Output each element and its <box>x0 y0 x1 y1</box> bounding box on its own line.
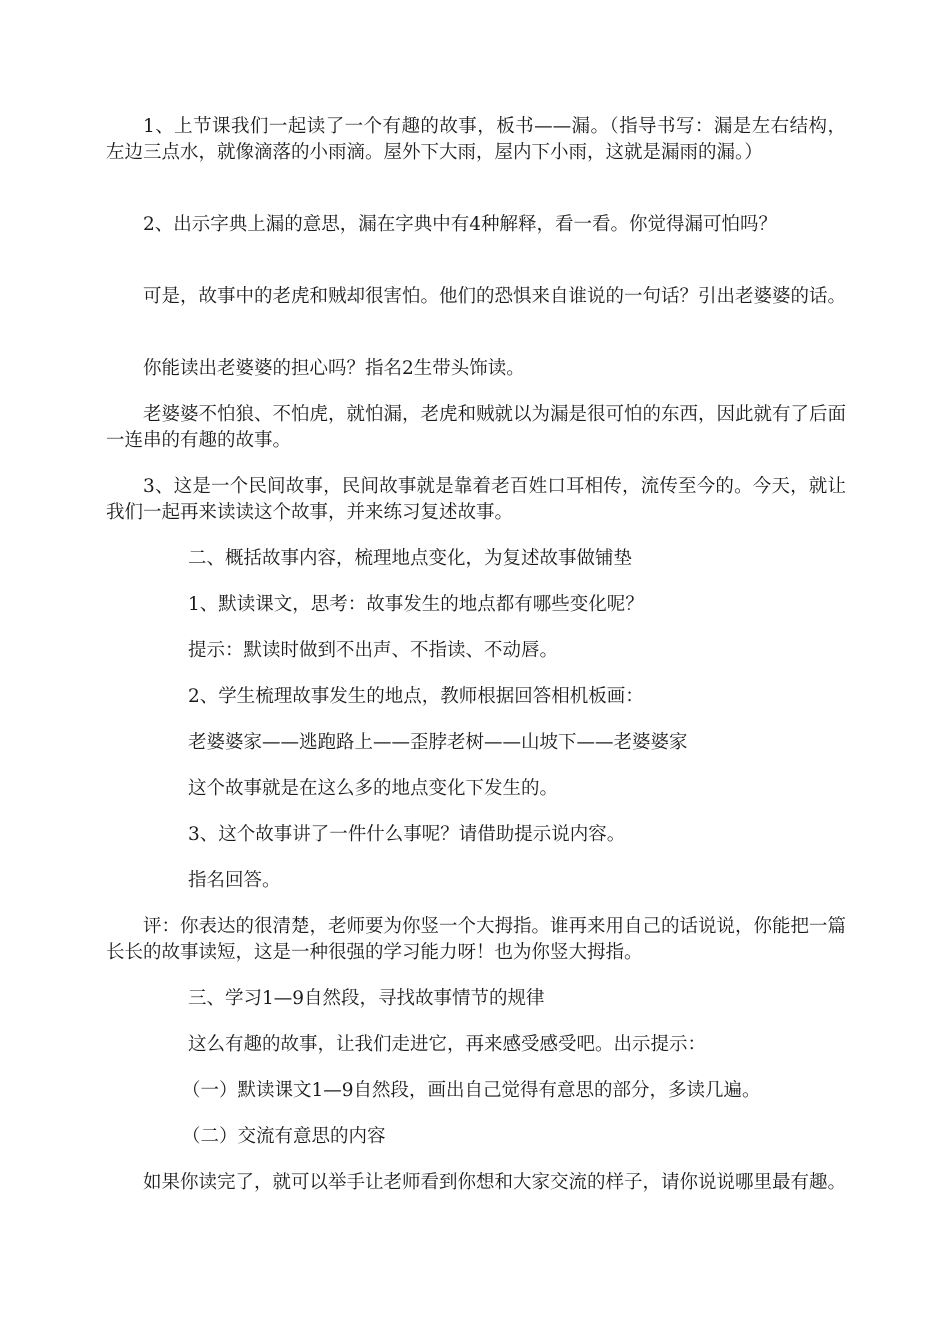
paragraph-8: 提示：默读时做到不出声、不指读、不动唇。 <box>188 640 559 661</box>
section-heading-3: 三、学习1—9自然段，寻找故事情节的规律 <box>188 988 545 1009</box>
paragraph-12: 指名回答。 <box>188 870 281 891</box>
paragraph-11: 3、这个故事讲了一件什么事呢？请借助提示说内容。 <box>188 824 626 845</box>
paragraph-15: 如果你读完了，就可以举手让老师看到你想和大家交流的样子，请你说说哪里最有趣。 <box>143 1172 847 1193</box>
prompt-item-2: （二）交流有意思的内容 <box>182 1126 386 1147</box>
paragraph-2: 2、出示字典上漏的意思，漏在字典中有4种解释，看一看。你觉得漏可怕吗？ <box>143 214 778 235</box>
paragraph-10: 这个故事就是在这么多的地点变化下发生的。 <box>188 778 559 799</box>
location-sequence: 老婆婆家——逃跑路上——歪脖老树——山坡下——老婆婆家 <box>188 732 688 753</box>
paragraph-1: 1、上节课我们一起读了一个有趣的故事，板书——漏。（指导书写：漏是左右结构，左边三点水，就像滴落的小雨滴。屋外下大雨，屋内下小雨，这就是漏雨的漏。） <box>106 116 846 163</box>
section-heading-2: 二、概括故事内容，梳理地点变化，为复述故事做铺垫 <box>188 548 633 569</box>
paragraph-5: 老婆婆不怕狼、不怕虎，就怕漏，老虎和贼就以为漏是很可怕的东西，因此就有了后面一连串的有趣的故事。 <box>106 404 847 451</box>
paragraph-3: 可是，故事中的老虎和贼却很害怕。他们的恐惧来自谁说的一句话？引出老婆婆的话。 <box>143 286 847 307</box>
paragraph-4: 你能读出老婆婆的担心吗？指名2生带头饰读。 <box>143 358 525 379</box>
paragraph-6: 3、这是一个民间故事，民间故事就是靠着老百姓口耳相传，流传至今的。今天，就让我们一起再来读读这个故事，并来练习复述故事。 <box>106 476 846 523</box>
paragraph-13: 评：你表达的很清楚，老师要为你竖一个大拇指。谁再来用自己的话说说，你能把一篇长长的故事读短，这是一种很强的学习能力呀！也为你竖大拇指。 <box>106 916 847 963</box>
paragraph-7: 1、默读课文，思考：故事发生的地点都有哪些变化呢？ <box>188 594 644 615</box>
paragraph-14: 这么有趣的故事，让我们走进它，再来感受感受吧。出示提示： <box>188 1034 707 1055</box>
paragraph-9: 2、学生梳理故事发生的地点，教师根据回答相机板画： <box>188 686 644 707</box>
prompt-item-1: （一）默读课文1—9自然段，画出自己觉得有意思的部分，多读几遍。 <box>182 1080 761 1101</box>
